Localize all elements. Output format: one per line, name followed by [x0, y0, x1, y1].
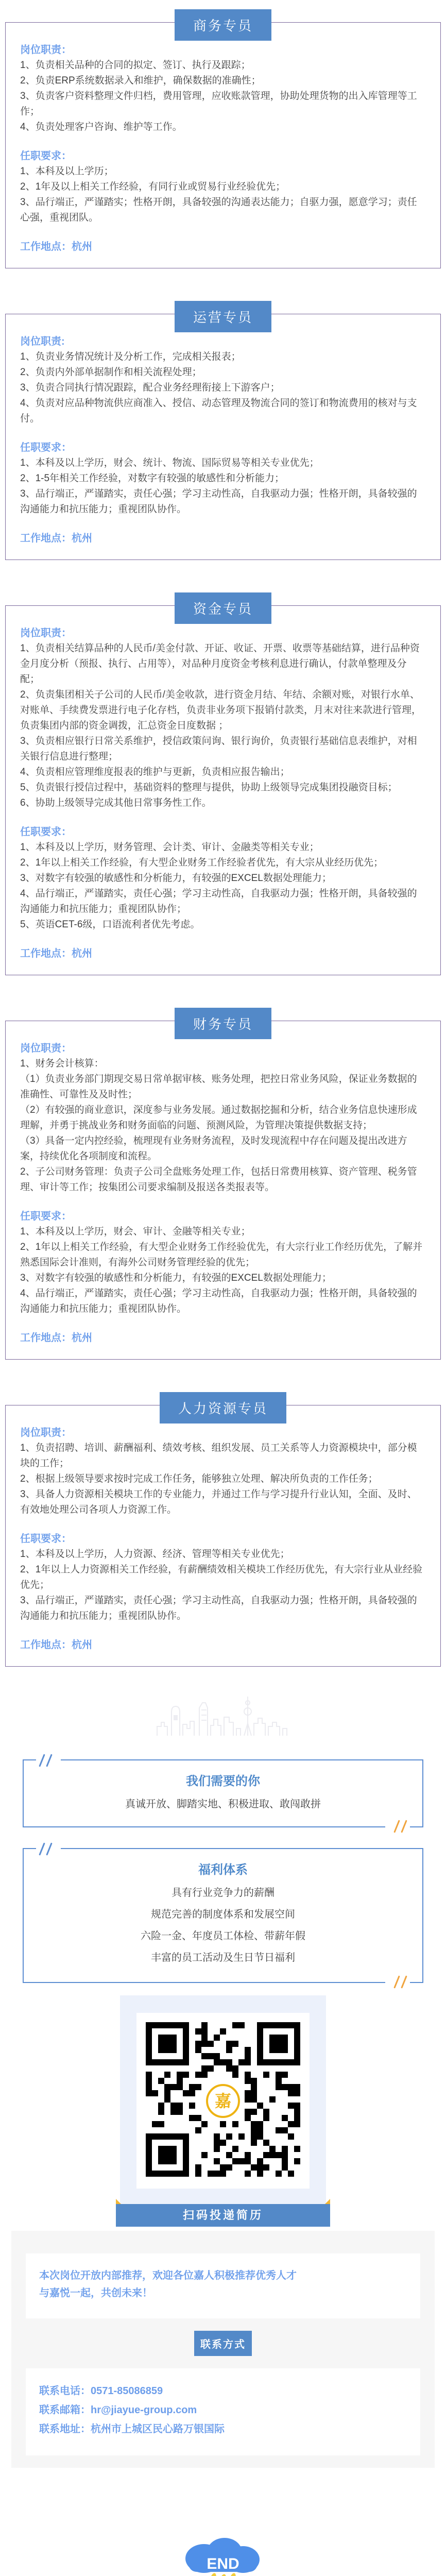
requirements-list [20, 455, 426, 517]
job-title-banner [175, 9, 271, 41]
qr-block [116, 1995, 330, 2227]
job-title-banner [175, 1008, 271, 1039]
requirement-item: 1、本科及以上学历，财会、统计、物流、国际贸易等相关专业优先； [20, 457, 319, 468]
job-title: 人力资源专员 [178, 1401, 268, 1416]
jobs-container [0, 18, 446, 1667]
duty-item: 3、负责合同执行情况跟踪，配合业务经理衔接上下游客户； [20, 382, 280, 393]
duties-label: 岗位职责： [20, 44, 72, 56]
welfare-item: 丰富的员工活动及生日节日福利 [151, 1952, 295, 1963]
duty-item: （2）有较强的商业意识，深度参与业务发展。通过数据挖掘和分析，结合业务信息快速形成理解，并勇于挑战业务和财务面临的问题、预测风险，为管理决策提供数据支持； [20, 1105, 417, 1131]
duty-item: 4、负责对应品种物流供应商准入、授信、动态管理及物流合同的签订和物流费用的核对与支付。 [20, 398, 417, 424]
values-subtitle: 真诚开放、脚踏实地、积极进取、敢闯敢拼 [125, 1799, 321, 1810]
duty-item: 6、协助上级领导完成其他日常事务性工作。 [20, 798, 212, 808]
job-content [20, 42, 426, 255]
svg-text:END: END [207, 2555, 239, 2572]
requirements-label: 任职要求： [20, 826, 72, 838]
location-label: 工作地点：杭州 [20, 533, 92, 544]
duties-label: 岗位职责： [20, 1043, 72, 1054]
duty-item: 2、负责集团相关子公司的人民币/美金收款，进行资金月结、年结、余额对账，对银行水单、对账单、手续费发票进行电子化存档，负责非业务项下报销付款类，月末对往来款进行管理，负责集团内部的资金调拨，汇总资金日度数据 ； [20, 689, 422, 731]
duties-list [20, 349, 426, 427]
duties-list [20, 641, 426, 811]
end-cloud-icon [174, 2534, 272, 2576]
job-content [20, 1041, 426, 1346]
welfare-item: 规范完善的制度体系和发展空间 [151, 1909, 295, 1920]
requirement-item: 3、对数字有较强的敏感性和分析能力，有较强的EXCEL数据处理能力； [20, 1273, 332, 1283]
requirements-label: 任职要求： [20, 1211, 72, 1222]
contact-card [26, 2368, 420, 2455]
requirement-item: 3、品行端正，严谨踏实，责任心强；学习主动性高，自我驱动力强；性格开朗，具备较强的沟通能力和抗压能力；重视团队协作。 [20, 1595, 417, 1621]
contact-phone: 联系电话：0571-85086859 [39, 2385, 163, 2397]
job-content [20, 625, 426, 961]
duty-item: （1）负责业务部门期现交易日常单据审核、账务处理，把控日常业务风险，保证业务数据的准确性、可靠性及及时性； [20, 1074, 417, 1100]
requirement-item: 2、1年以上相关工作经验，有大型企业财务工作经验优先，有大宗行业工作经历优先，了解并熟悉国际会计准则，有海外公司财务管理经验的优先； [20, 1242, 423, 1268]
duty-item: 1、负责相关品种的合同的拟定、签订、执行及跟踪； [20, 60, 251, 71]
city-skyline-watermark [156, 1692, 290, 1736]
referral-line: 与嘉悦一起，共创未来！ [39, 2287, 152, 2299]
requirements-list [20, 840, 426, 933]
duty-item: 1、负责相关结算品种的人民币/美金付款、开证、收证、开票、收票等基础结算，进行品种资金月度分析（预报、执行、占用等），对品种月度资金考核利息进行确认，付款单整理及分配； [20, 643, 420, 685]
requirement-item: 3、对数字有较强的敏感性和分析能力，有较强的EXCEL数据处理能力； [20, 873, 332, 884]
end-badge [171, 2534, 275, 2576]
duty-item: 2、负责ERP系统数据录入和维护，确保数据的准确性； [20, 75, 261, 86]
values-title: 我们需要的你 [186, 1774, 260, 1788]
job-content [20, 334, 426, 546]
job-content [20, 1425, 426, 1653]
location-label: 工作地点：杭州 [20, 948, 92, 959]
welfare-item: 六险一金、年度员工体检、带薪年假 [141, 1930, 305, 1942]
contact-address: 联系地址：杭州市上城区民心路万银国际 [39, 2424, 225, 2435]
qr-panel [120, 1995, 326, 2204]
duties-list [20, 1440, 426, 1518]
referral-card [26, 2253, 420, 2318]
duty-item: 2、子公司财务管理：负责子公司全盘账务处理工作，包括日常费用核算、资产管理、税务管理、审计等工作；按集团公司要求编制及报送各类报表等。 [20, 1166, 417, 1193]
qr-code[interactable] [136, 2013, 310, 2189]
requirement-item: 1、本科及以上学历，人力资源、经济、管理等相关专业优先； [20, 1549, 290, 1560]
duty-item: 1、负责招聘、培训、薪酬福利、绩效考核、组织发展、员工关系等人力资源模块中，部分模块的工作； [20, 1443, 417, 1469]
duty-item: 4、负责处理客户咨询、维护等工作。 [20, 122, 182, 132]
duties-label: 岗位职责: [20, 336, 65, 347]
duties-label: 岗位职责： [20, 628, 72, 639]
job-title-banner [160, 1392, 286, 1423]
requirements-label: 任职要求： [20, 150, 72, 162]
company-logo-icon: 嘉 [206, 2084, 240, 2118]
location-label: 工作地点：杭州 [20, 1332, 92, 1344]
job-title-banner [175, 592, 271, 624]
duty-item: 2、负责内外部单据制作和相关流程处理； [20, 367, 202, 378]
requirements-list [20, 164, 426, 226]
requirement-item: 2、1年及以上相关工作经验，有同行业或贸易行业经验优先； [20, 181, 286, 192]
duty-item: 3、具备人力资源相关模块工作的专业能力，并通过工作与学习提升行业认知，全面、及时、有效地处理公司各项人力资源工作。 [20, 1489, 417, 1515]
duty-item: （3）具备一定内控经验，梳理现有业务财务流程，及时发现流程中存在问题及提出改进方案，持续优化各项制度和流程。 [20, 1136, 407, 1162]
requirement-item: 2、1年以上相关工作经验，有大型企业财务工作经验者优先，有大宗从业经历优先； [20, 857, 384, 868]
job-section [5, 1016, 441, 1360]
location-label: 工作地点：杭州 [20, 1639, 92, 1651]
requirements-label: 任职要求： [20, 442, 72, 453]
requirement-item: 3、品行端正，严谨踏实；性格开朗，具备较强的沟通表达能力；自驱力强，愿意学习；责任心强，重视团队。 [20, 197, 417, 223]
referral-line: 本次岗位开放内部推荐，欢迎各位嘉人积极推荐优秀人才 [39, 2270, 297, 2281]
duty-item: 3、负责客户资料整理文件归档，费用管理，应收账款管理，协助处理货物的出入库管理等工作； [20, 91, 417, 117]
job-title: 商务专员 [193, 18, 253, 33]
requirement-item: 2、1年以上人力资源相关工作经验，有薪酬绩效相关模块工作经历优先，有大宗行业从业经验优先； [20, 1564, 423, 1590]
requirement-item: 1、本科及以上学历； [20, 166, 114, 177]
requirements-list [20, 1224, 426, 1317]
job-title: 资金专员 [193, 601, 253, 617]
job-title: 运营专员 [193, 310, 253, 325]
requirement-item: 4、品行端正，严谨踏实，责任心强；学习主动性高，自我驱动力强；性格开朗，具备较强的沟通能力和抗压能力；重视团队协作； [20, 888, 417, 914]
contact-email: 联系邮箱：hr@jiayue-group.com [39, 2404, 197, 2416]
requirements-list [20, 1547, 426, 1624]
welfare-box [23, 1848, 423, 1983]
requirement-item: 4、品行端正，严谨踏实，责任心强；学习主动性高，自我驱动力强；性格开朗，具备较强的沟通能力和抗压能力；重视团队协作。 [20, 1288, 417, 1314]
requirements-label: 任职要求： [20, 1533, 72, 1545]
requirement-item: 1、本科及以上学历，财会、审计、金融等相关专业； [20, 1226, 251, 1237]
footer-panel [11, 2231, 435, 2468]
values-box [23, 1759, 423, 1827]
duties-list [20, 58, 426, 135]
job-title-banner [175, 301, 271, 332]
duties-list [20, 1056, 426, 1195]
location-label: 工作地点：杭州 [20, 241, 92, 252]
duty-item: 2、根据上级领导要求按时完成工作任务，能够独立处理、解决所负责的工作任务； [20, 1473, 378, 1484]
requirement-item: 1、本科及以上学历，财务管理、会计类、审计、金融类等相关专业； [20, 842, 319, 853]
job-section [5, 310, 441, 560]
duty-item: 5、负责银行授信过程中，基础资料的整理与提供，协助上级领导完成集团投融资目标； [20, 782, 398, 793]
job-section [5, 601, 441, 975]
requirement-item: 3、品行端正，严谨踏实，责任心强；学习主动性高，自我驱动力强；性格开朗，具备较强的沟通能力和抗压能力；重视团队协作。 [20, 488, 417, 515]
duty-item: 4、负责相应管理维度报表的维护与更新，负责相应报告输出； [20, 767, 290, 777]
job-section [5, 18, 441, 268]
duty-item: 1、负责业务情况统计及分析工作，完成相关报表； [20, 351, 241, 362]
requirement-item: 5、英语CET-6级，口语流利者优先考虑。 [20, 919, 200, 930]
duties-label: 岗位职责： [20, 1427, 72, 1438]
job-section [5, 1401, 441, 1667]
contact-button[interactable]: 联系方式 [194, 2331, 252, 2356]
welfare-item: 具有行业竞争力的薪酬 [171, 1887, 275, 1899]
duty-item: 1、财务会计核算： [20, 1058, 104, 1069]
requirement-item: 2、1-5年相关工作经验，对数字有较强的敏感性和分析能力； [20, 473, 285, 484]
duty-item: 3、负责相应银行日常关系维护，授信政策问询、银行询价，负责银行基础信息表维护，对相关银行信息进行整理； [20, 736, 417, 762]
qr-caption-banner: 扫码投递简历 [116, 2204, 330, 2227]
welfare-title: 福利体系 [198, 1863, 248, 1877]
job-title: 财务专员 [193, 1016, 253, 1032]
